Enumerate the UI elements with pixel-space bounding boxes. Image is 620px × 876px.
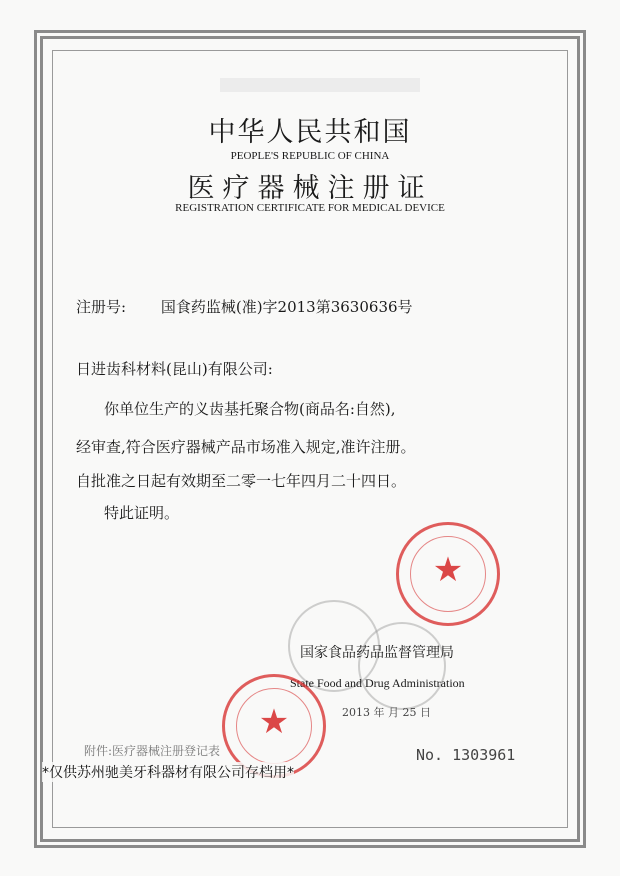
company-name: 日进齿科材料(昆山)有限公司: xyxy=(76,360,273,378)
title-english: PEOPLE'S REPUBLIC OF CHINA xyxy=(230,150,390,162)
title-chinese: 中华人民共和国 xyxy=(208,117,412,148)
registration-row xyxy=(76,296,413,317)
closing-text: 特此证明。 xyxy=(104,504,180,522)
seal-star-icon: ★ xyxy=(258,702,290,742)
issue-date-year-unit: 年 xyxy=(373,706,385,719)
gray-stamp-right xyxy=(358,622,446,710)
authority-english: State Food and Drug Administration xyxy=(290,676,465,690)
seal-star-icon: ★ xyxy=(432,550,464,590)
attachment-note: 附件:医疗器械注册登记表 xyxy=(84,744,221,758)
issue-date xyxy=(342,704,431,720)
issue-date-day-unit: 日 xyxy=(420,706,431,719)
body-line-3: 自批准之日起有效期至二零一七年四月二十四日。 xyxy=(76,472,407,490)
body-line-1: 你单位生产的义齿基托聚合物(商品名:自然), xyxy=(104,400,396,418)
subtitle-chinese: 医疗器械注册证 xyxy=(187,173,433,204)
issue-date-day: 25 xyxy=(402,706,417,719)
issue-date-month-unit: 月 xyxy=(388,706,399,719)
issue-date-year: 2013 xyxy=(342,706,370,719)
registration-label: 注册号: xyxy=(76,298,127,316)
faint-header-band xyxy=(220,78,420,92)
archive-watermark: *仅供苏州驰美牙科器材有限公司存档用* xyxy=(42,762,294,782)
registration-number: 国食药监械(准)字2013第3630636号 xyxy=(160,298,413,316)
subtitle-english: REGISTRATION CERTIFICATE FOR MEDICAL DEVICE xyxy=(175,202,445,214)
body-line-2: 经审查,符合医疗器械产品市场准入规定,准许注册。 xyxy=(76,438,416,456)
certificate-number: No. 1303961 xyxy=(416,746,516,764)
authority-chinese: 国家食品药品监督管理局 xyxy=(300,645,454,661)
